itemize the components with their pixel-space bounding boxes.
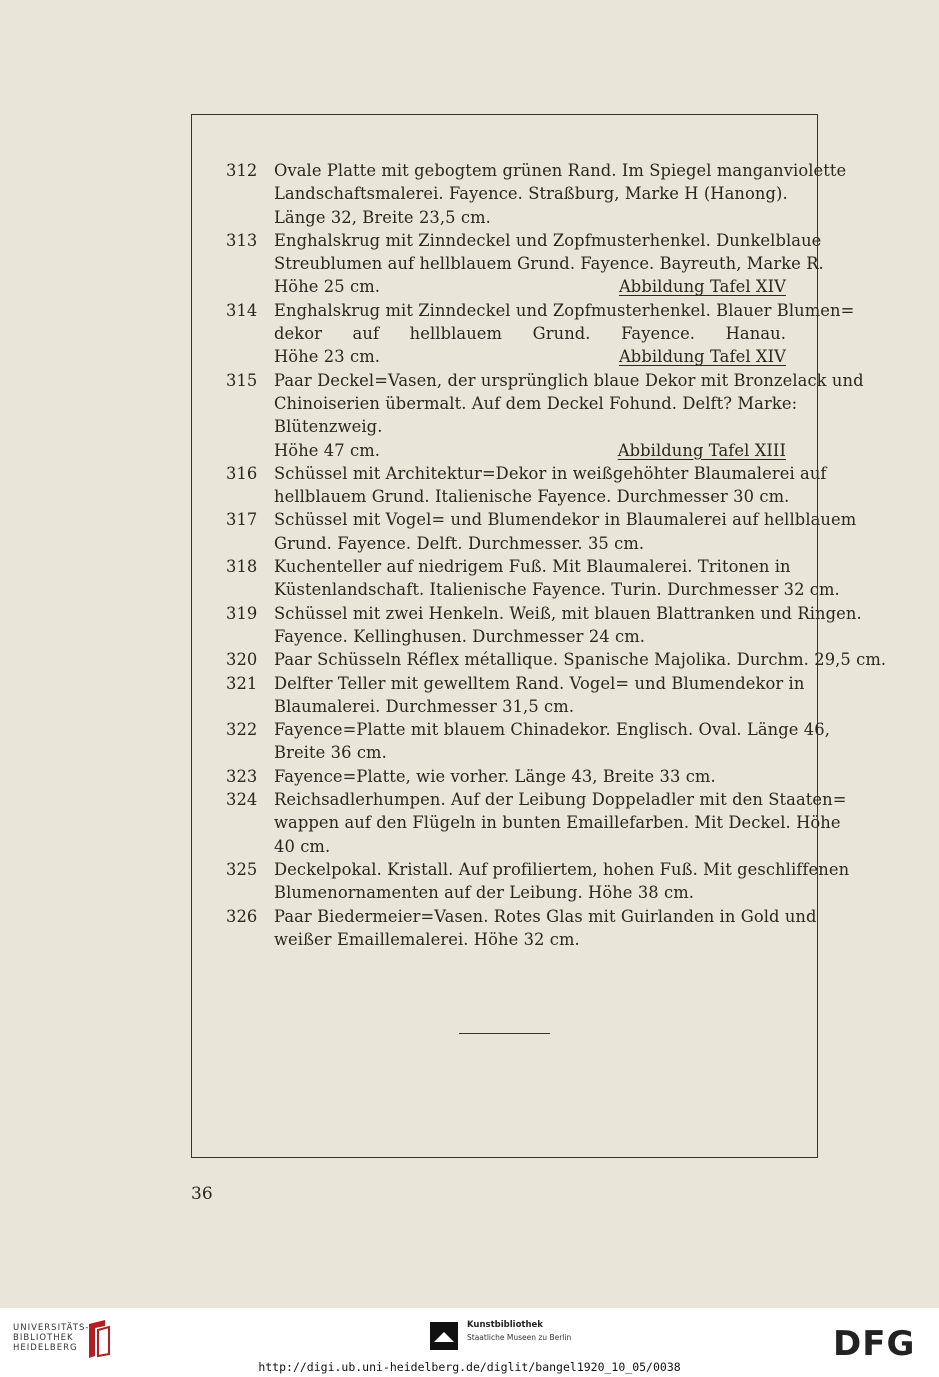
entry-text-line: Blumenornamenten auf der Leibung. Höhe 38 cm. <box>274 883 695 903</box>
entry-number: 315 <box>226 370 258 390</box>
entry-number: 318 <box>226 557 258 577</box>
entry-number: 321 <box>226 673 258 693</box>
entry-number: 324 <box>226 790 258 810</box>
entry-text-line: Fayence=Platte mit blauem Chinadekor. Englisch. Oval. Länge 46, <box>274 720 830 740</box>
entry-number: 326 <box>226 906 258 926</box>
entry-text-line: Küstenlandschaft. Italienische Fayence. Turin. Durchmesser 32 cm. <box>274 580 840 600</box>
entry-reference-line <box>274 345 786 368</box>
kunstbibliothek-subtitle: Staatliche Museen zu Berlin <box>467 1333 572 1342</box>
catalog-entry <box>226 508 857 555</box>
kunstbibliothek-logo-icon <box>430 1322 458 1350</box>
entry-number: 314 <box>226 300 258 320</box>
plate-reference: Abbildung Tafel XIV <box>618 277 786 297</box>
entry-text-line: dekor auf hellblauem Grund. Fayence. Hanau. <box>274 324 786 344</box>
catalog-entry <box>226 369 864 462</box>
catalog-entry <box>226 602 862 649</box>
entry-number: 319 <box>226 603 258 623</box>
dfg-logo: DFG <box>833 1324 916 1364</box>
entry-text-line: Grund. Fayence. Delft. Durchmesser. 35 cm. <box>274 533 645 553</box>
catalog-entry <box>226 858 850 905</box>
entry-text-line: Deckelpokal. Kristall. Auf profiliertem, hohen Fuß. Mit geschliffenen <box>274 859 850 879</box>
catalog-entry <box>226 718 830 765</box>
plate-reference: Abbildung Tafel XIII <box>617 440 786 460</box>
entry-text-line: Landschaftsmalerei. Fayence. Straßburg, Marke H (Hanong). <box>274 184 788 204</box>
entry-number: 320 <box>226 650 258 670</box>
catalog-entry <box>226 555 840 602</box>
entry-number: 312 <box>226 161 258 180</box>
section-divider <box>459 1033 550 1034</box>
entry-text-line: Paar Biedermeier=Vasen. Rotes Glas mit Guirlanden in Gold und <box>274 906 817 926</box>
entry-text-line: Fayence. Kellinghusen. Durchmesser 24 cm. <box>274 626 646 646</box>
entry-number: 313 <box>226 230 258 250</box>
catalog-entries <box>226 159 887 951</box>
entry-text-line: wappen auf den Flügeln in bunten Emaillefarben. Mit Deckel. Höhe <box>274 813 841 833</box>
entry-text-line: Breite 36 cm. <box>274 743 387 763</box>
entry-dimension: Höhe 23 cm. <box>274 347 381 367</box>
catalog-entry <box>226 299 855 369</box>
university-library-label: UNIVERSITÄTS- BIBLIOTHEK HEIDELBERG <box>13 1323 90 1353</box>
entry-text-line: Reichsadlerhumpen. Auf der Leibung Doppeladler mit den Staaten= <box>274 790 847 810</box>
entry-text-line: Länge 32, Breite 23,5 cm. <box>274 207 491 227</box>
catalog-entry <box>226 159 847 229</box>
catalog-entry <box>226 648 887 671</box>
entry-text-line: Fayence=Platte, wie vorher. Länge 43, Breite 33 cm. <box>274 766 716 786</box>
entry-text-line: Schüssel mit Architektur=Dekor in weißgehöhter Blaumalerei auf <box>274 463 827 483</box>
entry-text-line: Kuchenteller auf niedrigem Fuß. Mit Blaumalerei. Tritonen in <box>274 557 791 577</box>
entry-dimension: Höhe 47 cm. <box>274 440 381 460</box>
catalog-entry <box>226 672 805 719</box>
entry-number: 316 <box>226 463 258 483</box>
entry-text-line: Blaumalerei. Durchmesser 31,5 cm. <box>274 696 575 716</box>
source-url[interactable]: http://digi.ub.uni-heidelberg.de/diglit/bangel1920_10_05/0038 <box>258 1360 681 1374</box>
entry-number: 322 <box>226 720 258 740</box>
entry-text-line: Enghalskrug mit Zinndeckel und Zopfmusterhenkel. Blauer Blumen= <box>274 300 855 320</box>
kunstbibliothek-title: Kunstbibliothek <box>467 1320 543 1330</box>
entry-dimension: Höhe 25 cm. <box>274 277 381 297</box>
entry-text-line: Enghalskrug mit Zinndeckel und Zopfmusterhenkel. Dunkelblaue <box>274 230 822 250</box>
page-number: 36 <box>191 1184 213 1204</box>
entry-text-line: weißer Emaillemalerei. Höhe 32 cm. <box>274 929 580 949</box>
entry-text-line: Blütenzweig. <box>274 417 383 437</box>
entry-number: 317 <box>226 510 258 530</box>
entry-text-line: 40 cm. <box>274 836 331 856</box>
catalog-entry <box>226 788 847 858</box>
catalog-entry <box>226 462 827 509</box>
university-logo-icon <box>85 1318 113 1360</box>
entry-number: 323 <box>226 766 258 786</box>
entry-reference-line <box>274 439 786 462</box>
entry-text-line: Delfter Teller mit gewelltem Rand. Vogel= und Blumendekor in <box>274 673 805 693</box>
catalog-entry <box>226 765 786 788</box>
entry-text-line: Schüssel mit zwei Henkeln. Weiß, mit blauen Blattranken und Ringen. <box>274 603 862 623</box>
plate-reference: Abbildung Tafel XIV <box>618 347 786 367</box>
entry-text-line: Ovale Platte mit gebogtem grünen Rand. Im Spiegel manganviolette <box>274 161 847 180</box>
entry-text-line: Streublumen auf hellblauem Grund. Fayence. Bayreuth, Marke R. <box>274 254 824 274</box>
entry-number: 325 <box>226 859 258 879</box>
entry-reference-line <box>274 275 786 298</box>
entry-text-line: Paar Schüsseln Réflex métallique. Spanische Majolika. Durchm. 29,5 cm. <box>274 650 887 670</box>
entry-text-line: hellblauem Grund. Italienische Fayence. Durchmesser 30 cm. <box>274 487 790 507</box>
catalog-entry <box>226 905 817 952</box>
catalog-entry <box>226 229 824 299</box>
entry-text-line: Paar Deckel=Vasen, der ursprünglich blaue Dekor mit Bronzelack und <box>274 370 864 390</box>
entry-text-line: Schüssel mit Vogel= und Blumendekor in Blaumalerei auf hellblauem <box>274 510 857 530</box>
entry-text-line: Chinoiserien übermalt. Auf dem Deckel Fohund. Delft? Marke: <box>274 393 798 413</box>
